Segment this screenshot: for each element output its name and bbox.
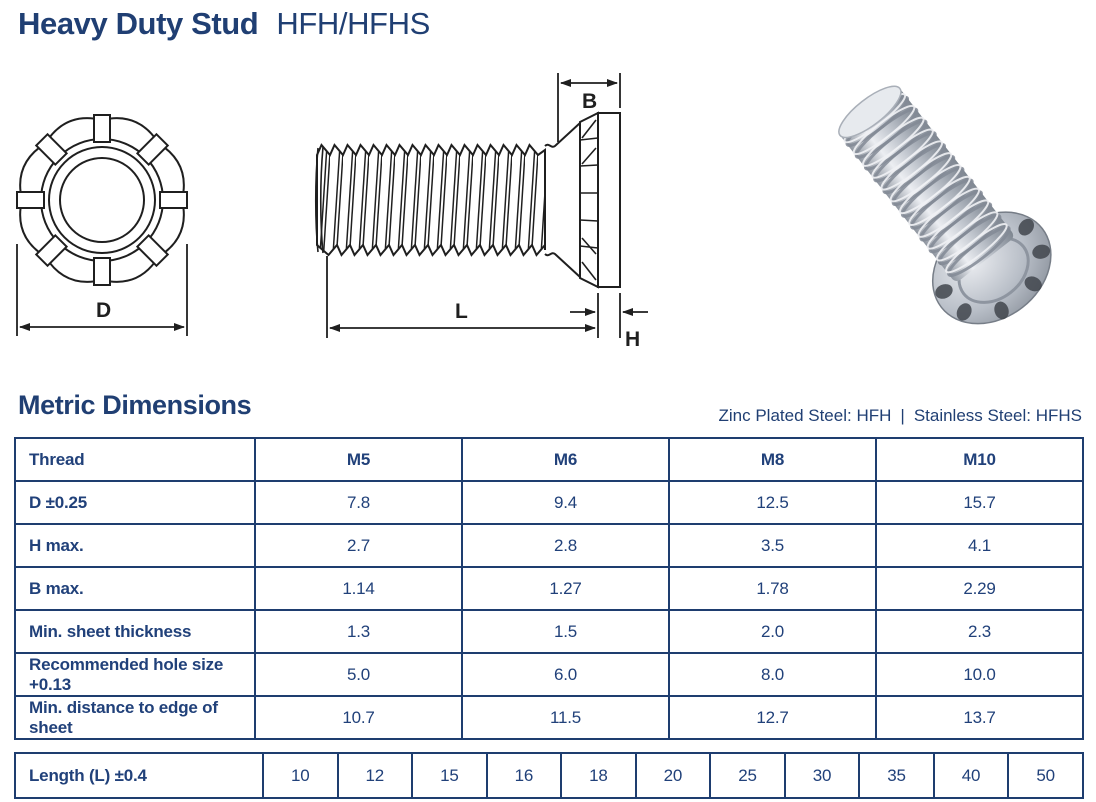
- l-dimension-label: L: [455, 300, 468, 323]
- length-value: 35: [859, 753, 934, 798]
- side-view-drawing: [292, 60, 668, 352]
- table-header-row: [15, 438, 1083, 481]
- dimension-value: 2.8: [462, 524, 669, 567]
- middle-ring-circle: [49, 147, 155, 253]
- length-value: 16: [487, 753, 562, 798]
- notch-rect: [94, 115, 110, 142]
- dimension-value: 15.7: [876, 481, 1083, 524]
- length-value: 18: [561, 753, 636, 798]
- dimension-value: 11.5: [462, 696, 669, 739]
- dimension-value: 12.5: [669, 481, 876, 524]
- section-heading: Metric Dimensions: [18, 390, 252, 420]
- row-label: B max.: [15, 567, 255, 610]
- table-row: [15, 696, 1083, 739]
- dimension-value: 2.7: [255, 524, 462, 567]
- dimension-value: 2.3: [876, 610, 1083, 653]
- dimension-value: 3.5: [669, 524, 876, 567]
- length-value: 25: [710, 753, 785, 798]
- metric-dimensions-table: [14, 437, 1084, 740]
- row-label: Min. distance to edge of sheet: [15, 696, 255, 739]
- thread-size-header: M8: [669, 438, 876, 481]
- product-name: Heavy Duty Stud: [18, 6, 259, 41]
- materials-zinc: Zinc Plated Steel: HFH: [718, 406, 892, 425]
- table-row: [15, 653, 1083, 696]
- part-codes: HFH/HFHS: [276, 6, 430, 41]
- stud-render: [811, 62, 1073, 347]
- table-row: [15, 567, 1083, 610]
- row-label: H max.: [15, 524, 255, 567]
- row-label: Min. sheet thickness: [15, 610, 255, 653]
- table-row: [15, 481, 1083, 524]
- length-value: 50: [1008, 753, 1083, 798]
- notch-group: [36, 235, 66, 265]
- notch-rect: [94, 258, 110, 285]
- notch-group: [17, 192, 44, 208]
- h-dimension-label: H: [625, 328, 641, 351]
- dimension-value: 8.0: [669, 653, 876, 696]
- notch-rect: [17, 192, 44, 208]
- materials-note: [718, 406, 1082, 426]
- thread-header: Thread: [15, 438, 255, 481]
- dimension-value: 7.8: [255, 481, 462, 524]
- length-row-label: Length (L) ±0.4: [15, 753, 263, 798]
- l-dimension: [327, 256, 598, 338]
- row-label: Recommended hole size +0.13: [15, 653, 255, 696]
- notch-rect: [137, 134, 167, 164]
- notch-rect: [160, 192, 187, 208]
- dimension-value: 1.3: [255, 610, 462, 653]
- dimension-value: 1.78: [669, 567, 876, 610]
- dimension-value: 1.14: [255, 567, 462, 610]
- bore-circle: [60, 158, 144, 242]
- head-cone: [545, 123, 580, 277]
- notch-group: [160, 192, 187, 208]
- dimension-value: 5.0: [255, 653, 462, 696]
- dimension-value: 9.4: [462, 481, 669, 524]
- thread-hatch: [317, 145, 545, 255]
- row-label: D ±0.25: [15, 481, 255, 524]
- dimension-value: 10.7: [255, 696, 462, 739]
- length-value: 15: [412, 753, 487, 798]
- dimension-value: 2.29: [876, 567, 1083, 610]
- thread-size-header: M10: [876, 438, 1083, 481]
- dimension-value: 12.7: [669, 696, 876, 739]
- notch-group: [94, 258, 110, 285]
- thread-size-header: M6: [462, 438, 669, 481]
- dimension-value: 2.0: [669, 610, 876, 653]
- materials-separator: |: [900, 406, 905, 425]
- dimension-value: 13.7: [876, 696, 1083, 739]
- dimension-value: 6.0: [462, 653, 669, 696]
- table-row: [15, 610, 1083, 653]
- length-value: 20: [636, 753, 711, 798]
- length-value: 10: [263, 753, 338, 798]
- dimension-value: 4.1: [876, 524, 1083, 567]
- length-table: [14, 752, 1084, 799]
- dimension-value: 10.0: [876, 653, 1083, 696]
- b-dimension-label: B: [582, 90, 598, 113]
- length-row: [15, 753, 1083, 798]
- dimension-value: 1.5: [462, 610, 669, 653]
- notch-group: [94, 115, 110, 142]
- notch-rect: [137, 235, 167, 265]
- dimension-value: 1.27: [462, 567, 669, 610]
- page-title: [18, 6, 430, 42]
- materials-stainless: Stainless Steel: HFHS: [913, 406, 1082, 425]
- serration-notches: [17, 115, 187, 285]
- d-dimension-label: D: [96, 299, 112, 322]
- table-row: [15, 524, 1083, 567]
- notch-group: [137, 235, 167, 265]
- head-disc: [598, 113, 620, 287]
- length-value: 12: [338, 753, 413, 798]
- length-value: 30: [785, 753, 860, 798]
- front-view-drawing: [6, 98, 198, 350]
- thread-size-header: M5: [255, 438, 462, 481]
- notch-group: [137, 134, 167, 164]
- length-value: 40: [934, 753, 1009, 798]
- notch-rect: [36, 134, 66, 164]
- notch-rect: [36, 235, 66, 265]
- notch-group: [36, 134, 66, 164]
- product-photo: [793, 56, 1096, 354]
